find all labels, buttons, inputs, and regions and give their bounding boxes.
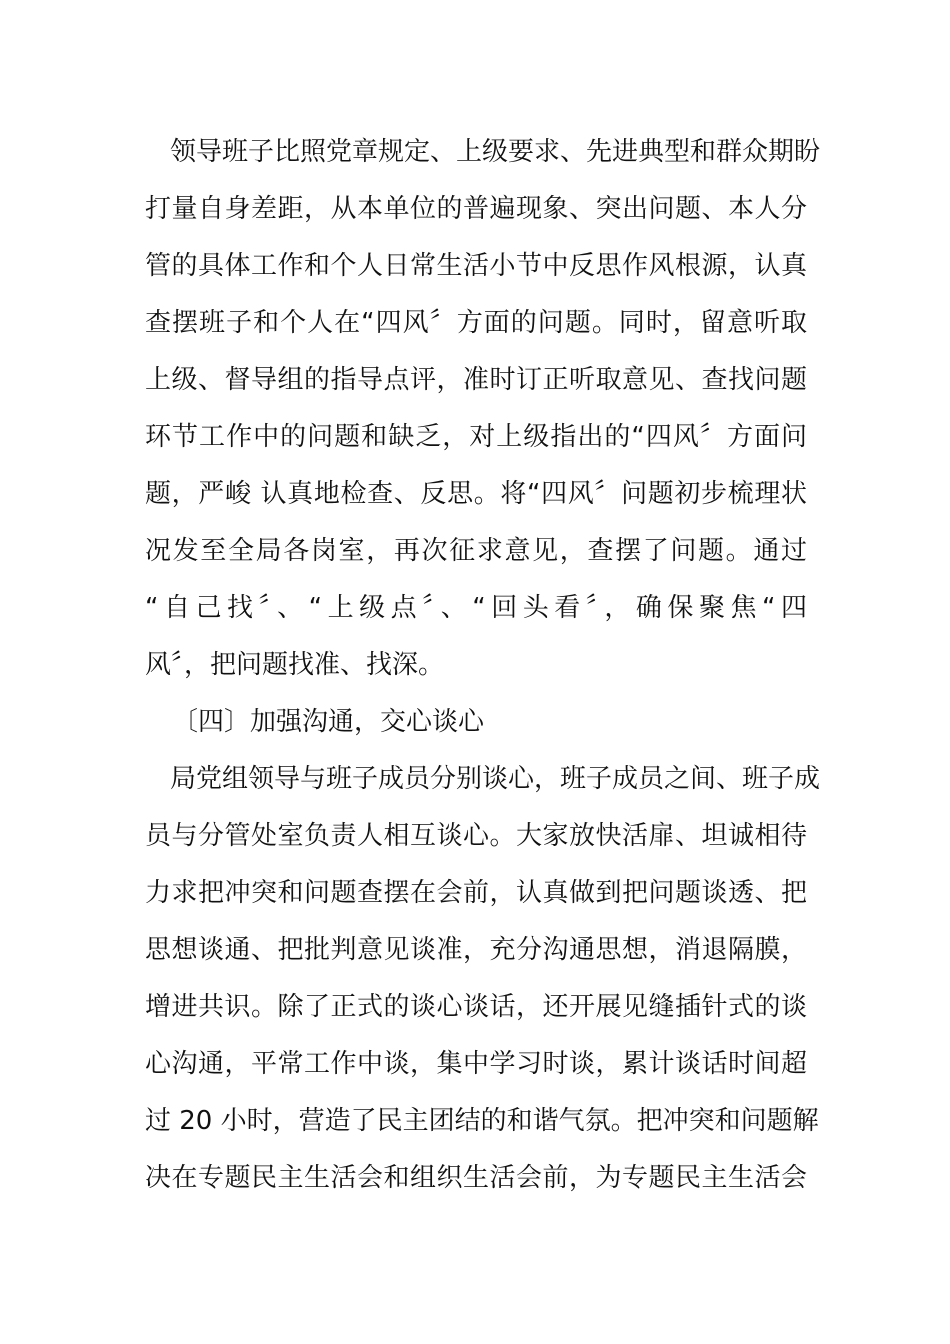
paragraph-2-line-5: 增进共识。除了正式的谈心谈话，还开展见缝插针式的谈 (145, 992, 807, 1022)
paragraph-1-line-9: “自己找〞、“上级点〞、“回头看〞，确保聚焦“四 (145, 593, 807, 623)
paragraph-1-line-1: 领导班子比照党章规定、上级要求、先进典型和群众期盼 (170, 137, 821, 167)
paragraph-1-line-5: 上级、督导组的指导点评，准时订正听取意见、查找问题 (145, 365, 807, 395)
paragraph-2-line-8: 决在专题民主生活会和组织生活会前，为专题民主生活会 (145, 1163, 807, 1193)
paragraph-1-line-6: 环节工作中的问题和缺乏，对上级指出的“四风〞方面问 (145, 422, 807, 452)
paragraph-2-line-2: 员与分管处室负责人相互谈心。大家放快活扉、坦诚相待 (145, 821, 807, 851)
paragraph-1-line-10: 风〞，把问题找准、找深。 (145, 650, 445, 680)
paragraph-1-line-8: 况发至全局各岗室，再次征求意见，查摆了问题。通过 (145, 536, 807, 566)
paragraph-1-line-7: 题，严峻 认真地检查、反思。将“四风〞问题初步梳理状 (145, 479, 807, 509)
paragraph-2-line-4: 思想谈通、把批判意见谈准，充分沟通思想，消退隔膜， (145, 935, 807, 965)
paragraph-2-line-3: 力求把冲突和问题查摆在会前，认真做到把问题谈透、把 (145, 878, 807, 908)
paragraph-1-line-2: 打量自身差距，从本单位的普遍现象、突出问题、本人分 (145, 194, 807, 224)
section-heading: 〔四〕加强沟通，交心谈心 (172, 707, 485, 737)
paragraph-1-line-3: 管的具体工作和个人日常生活小节中反思作风根源，认真 (145, 251, 807, 281)
paragraph-1-line-4: 查摆班子和个人在“四风〞方面的问题。同时，留意听取 (145, 308, 807, 338)
paragraph-2-line-1: 局党组领导与班子成员分别谈心，班子成员之间、班子成 (170, 764, 821, 794)
paragraph-2-line-6: 心沟通，平常工作中谈，集中学习时谈，累计谈话时间超 (145, 1049, 807, 1079)
paragraph-2-line-7: 过 20 小时，营造了民主团结的和谐气氛。把冲突和问题解 (145, 1106, 819, 1136)
